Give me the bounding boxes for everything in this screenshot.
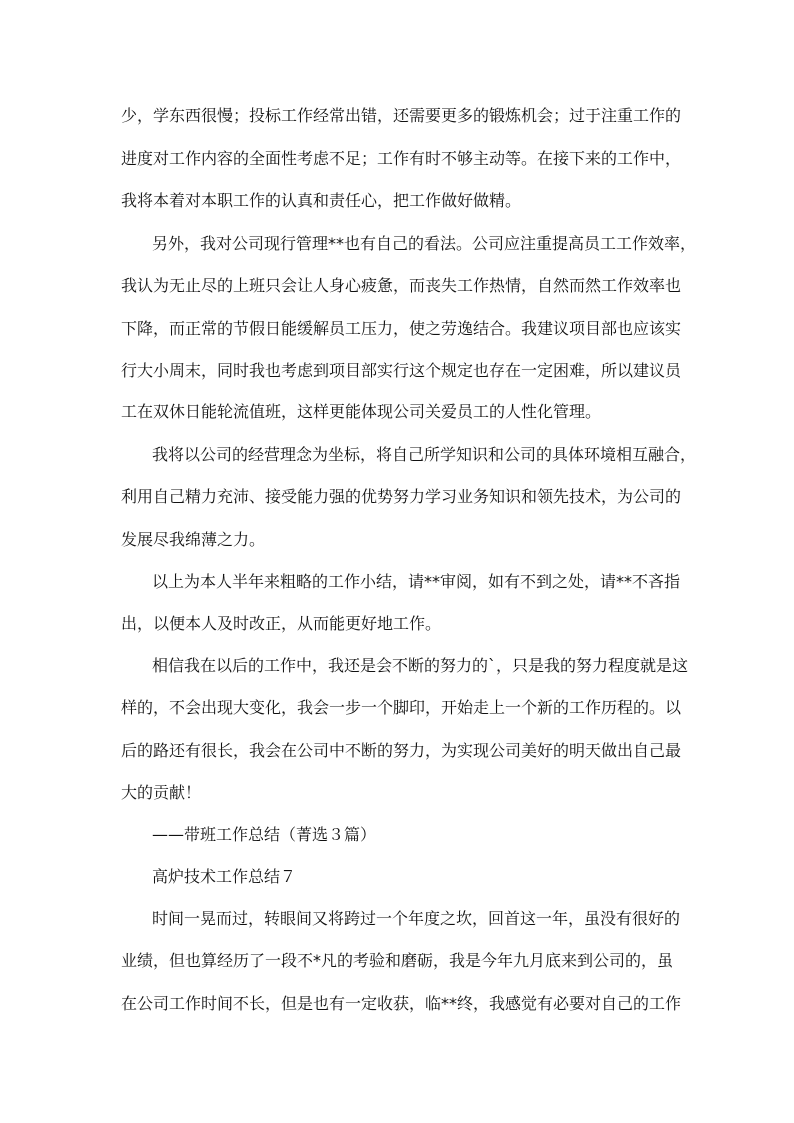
- text-line: 工在双休日能轮流值班，这样更能体现公司关爱员工的人性化管理。: [121, 402, 602, 421]
- text-line: 时间一晃而过，转眼间又将跨过一个年度之坎，回首这一年，虽没有很好的: [152, 909, 681, 928]
- text-line: 发展尽我绵薄之力。: [121, 530, 266, 549]
- text-line: 进度对工作内容的全面性考虑不足；工作有时不够主动等。在接下来的工作中，: [121, 149, 682, 168]
- text-line: 大的贡献！: [121, 783, 202, 802]
- text-line: 下降，而正常的节假日能缓解员工压力，使之劳逸结合。我建议项目部也应该实: [121, 319, 682, 338]
- text-line: 后的路还有很长，我会在公司中不断的努力，为实现公司美好的明天做出自己最: [121, 741, 682, 760]
- text-line: 另外，我对公司现行管理**也有自己的看法。公司应注重提高员工工作效率，: [152, 234, 697, 253]
- section-heading: ——带班工作总结（菁选３篇）: [152, 825, 377, 844]
- text-line: 样的，不会出现大变化，我会一步一个脚印，开始走上一个新的工作历程的。以: [121, 698, 682, 717]
- text-line: 利用自己精力充沛、接受能力强的优势努力学习业务知识和领先技术，为公司的: [121, 487, 682, 506]
- text-line: 少，学东西很慢；投标工作经常出错，还需要更多的锻炼机会；过于注重工作的: [121, 106, 682, 125]
- section-heading: 高炉技术工作总结７: [152, 867, 297, 886]
- text-line: 以上为本人半年来粗略的工作小结，请**审阅，如有不到之处，请**不吝指: [152, 572, 681, 591]
- text-line: 出，以便本人及时改正，从而能更好地工作。: [121, 614, 442, 633]
- text-line: 相信我在以后的工作中，我还是会不断的努力的`，只是我的努力程度就是这: [152, 656, 689, 675]
- text-line: 我将本着对本职工作的认真和责任心，把工作做好做精。: [121, 191, 522, 210]
- text-line: 我将以公司的经营理念为坐标，将自己所学知识和公司的具体环境相互融合，: [152, 445, 697, 464]
- text-line: 业绩，但也算经历了一段不*凡的考验和磨砺，我是今年九月底来到公司的，虽: [121, 951, 674, 970]
- text-line: 在公司工作时间不长，但是也有一定收获，临**终，我感觉有必要对自己的工作: [121, 994, 682, 1013]
- text-line: 我认为无止尽的上班只会让人身心疲惫，而丧失工作热情，自然而然工作效率也: [121, 276, 682, 295]
- text-line: 行大小周末，同时我也考虑到项目部实行这个规定也存在一定困难，所以建议员: [121, 361, 682, 380]
